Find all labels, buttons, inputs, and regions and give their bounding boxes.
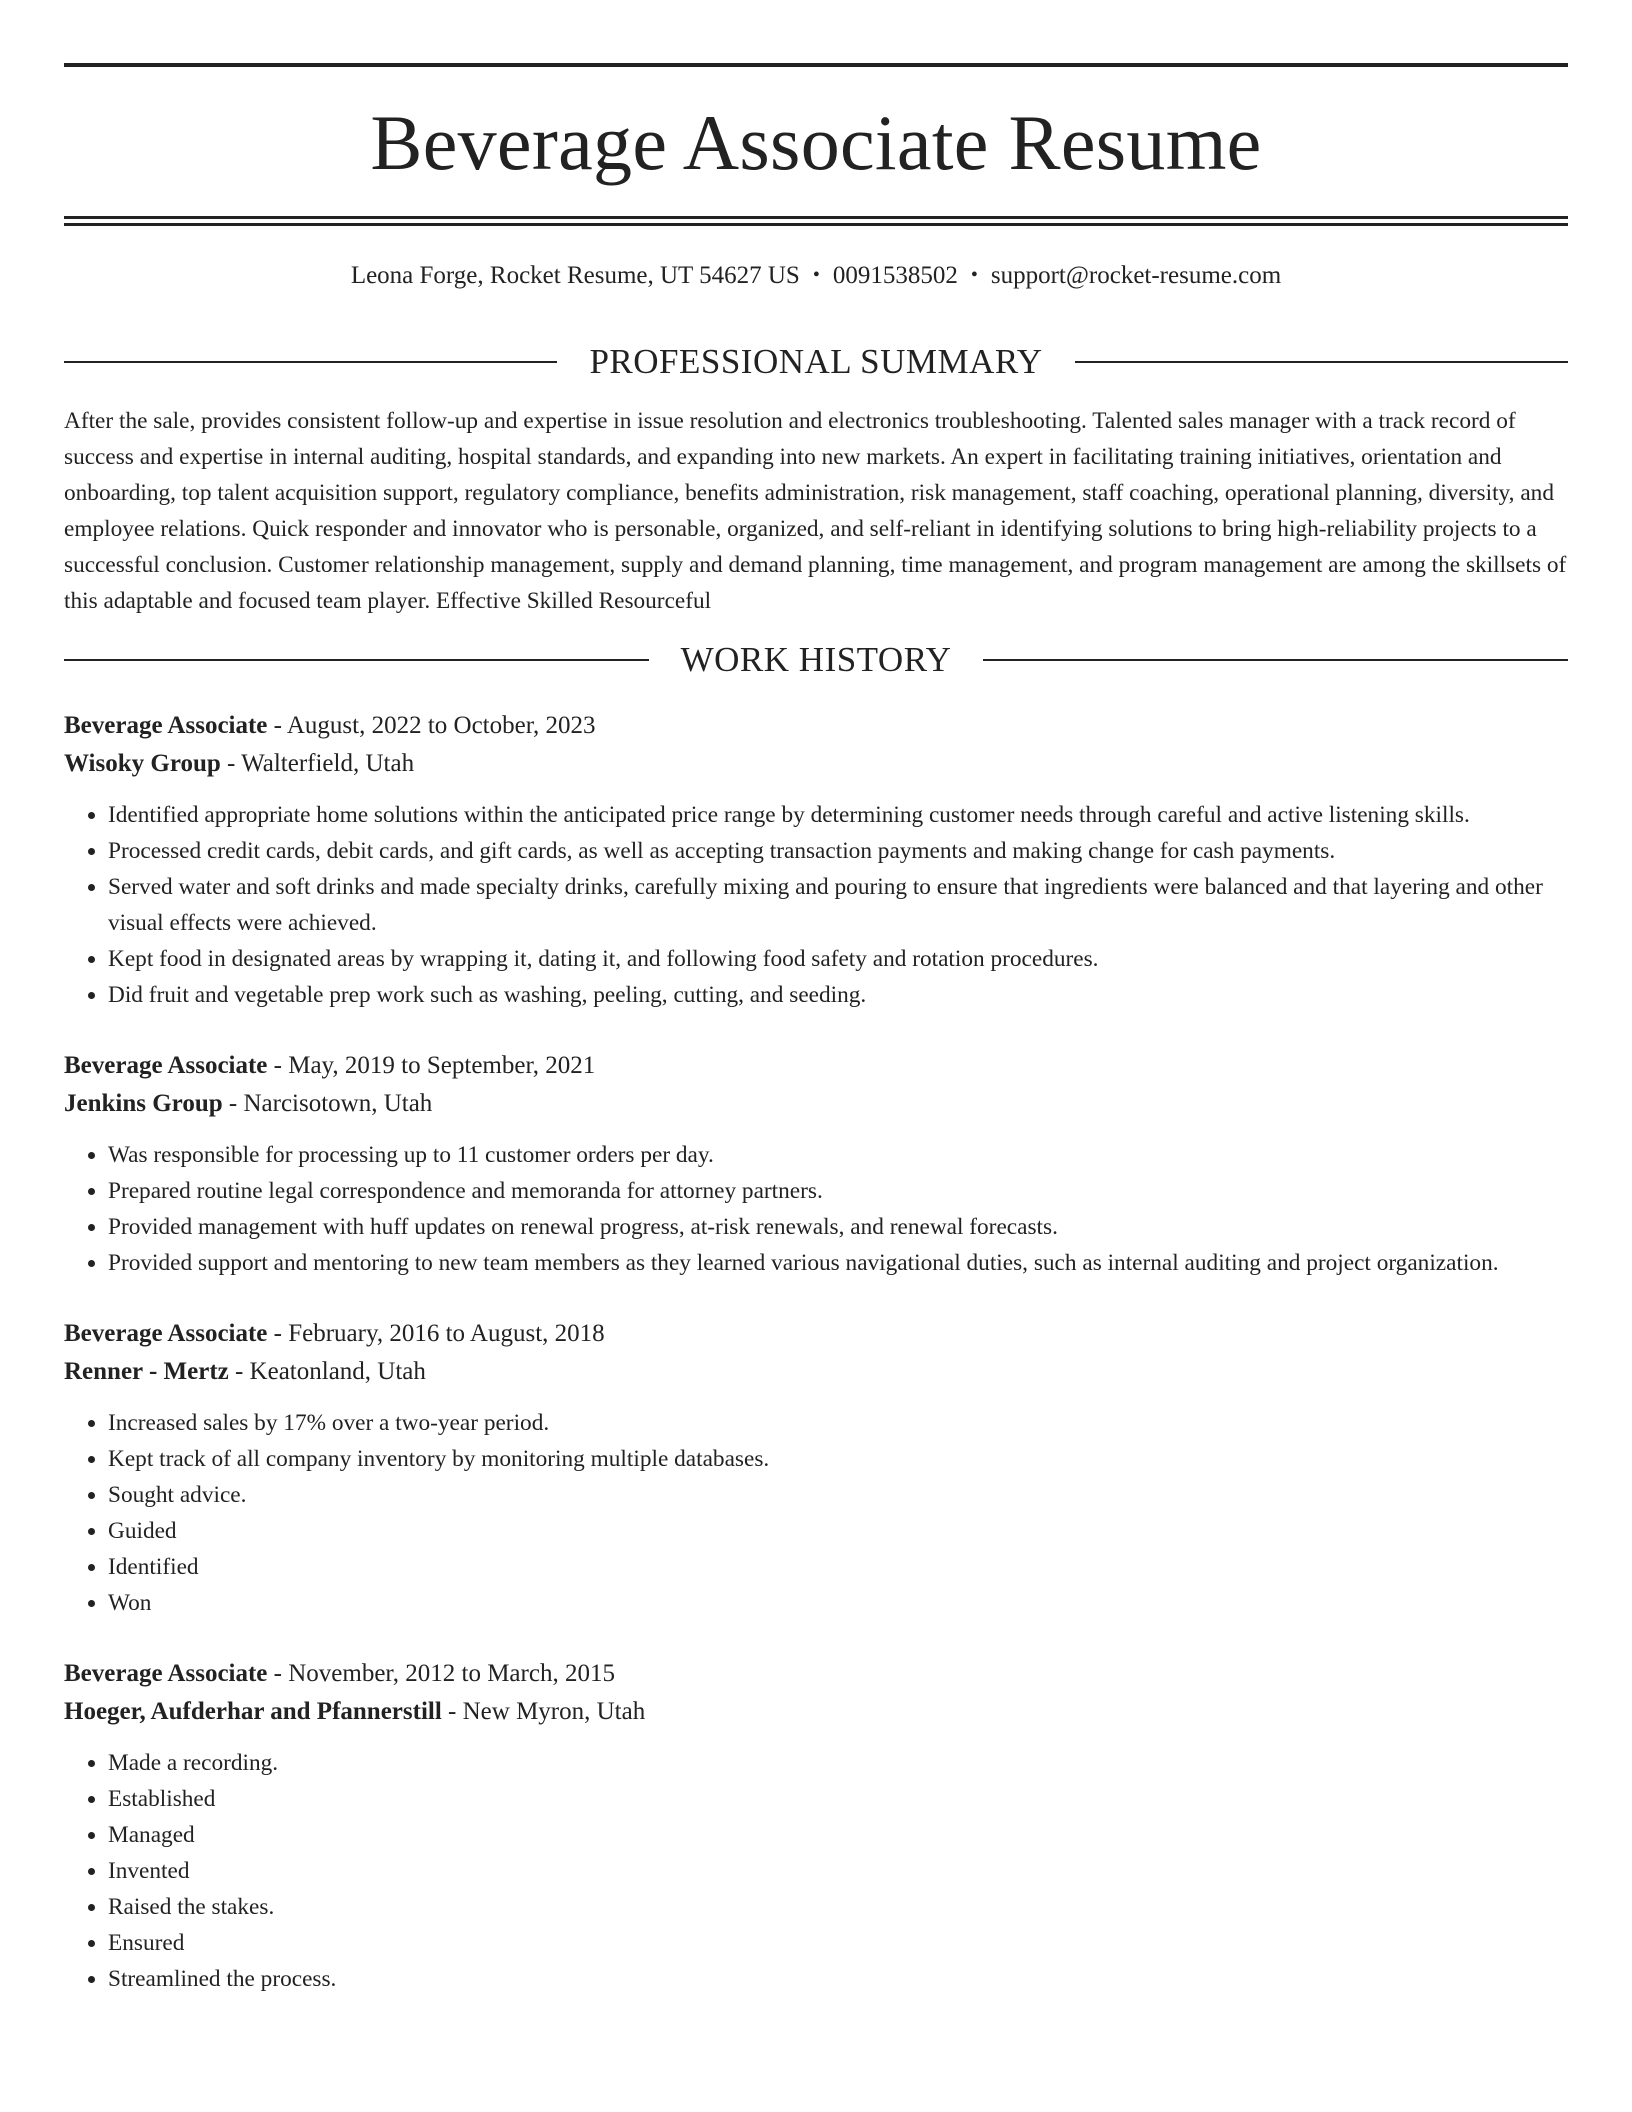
job-bullet: • Identified appropriate home solutions within the anticipated price range by determining customer needs through careful and active listening skills. [108,797,1568,833]
job-dates: - November, 2012 to March, 2015 [267,1660,615,1688]
job-location: - Walterfield, Utah [220,750,415,778]
job-company-line [64,1085,1568,1123]
section-heading-label: WORK HISTORY [680,640,952,680]
professional-summary-heading [64,344,1568,379]
job-bullets [64,1745,1568,1997]
job-entry [64,1315,1568,1621]
job-company: Wisoky Group [64,750,221,778]
job-bullet: • Served water and soft drinks and made specialty drinks, carefully mixing and pouring to ensure that ingredients were balanced and that layering and other visual effects were achieved. [108,869,1568,941]
job-entry [64,707,1568,1013]
job-company: Jenkins Group [64,1090,223,1118]
job-bullets [64,797,1568,1013]
job-title-line [64,707,1568,745]
page-title: Beverage Associate Resume [370,99,1262,186]
job-entry [64,1047,1568,1281]
job-bullet: • Ensured [108,1925,1568,1961]
job-bullet: • Raised the stakes. [108,1889,1568,1925]
job-bullet: • Managed [108,1817,1568,1853]
contact-phone: 0091538502 [832,262,958,289]
job-bullet: • Made a recording. [108,1745,1568,1781]
heading-rule-right [983,659,1568,661]
job-dates: - February, 2016 to August, 2018 [267,1320,605,1348]
job-title-line [64,1047,1568,1085]
job-bullet: • Won [108,1585,1568,1621]
heading-rule-right [1075,361,1568,363]
top-rule [64,63,1568,67]
job-bullet: • Kept food in designated areas by wrapping it, dating it, and following food safety and rotation procedures. [108,941,1568,977]
work-history-list [64,707,1568,1997]
job-bullets [64,1137,1568,1281]
job-bullet: • Did fruit and vegetable prep work such as washing, peeling, cutting, and seeding. [108,977,1568,1013]
job-location: - Narcisotown, Utah [222,1090,433,1118]
contact-email: support@rocket-resume.com [990,262,1282,289]
job-location: - Keatonland, Utah [228,1358,426,1386]
job-bullet: • Increased sales by 17% over a two-year period. [108,1405,1568,1441]
heading-rule-left [64,659,649,661]
job-bullet: • Sought advice. [108,1477,1568,1513]
job-bullet: • Provided support and mentoring to new team members as they learned various navigational duties, such as internal auditing and project organization. [108,1245,1568,1281]
job-title-line [64,1315,1568,1353]
job-bullets [64,1405,1568,1621]
contact-address: Leona Forge, Rocket Resume, UT 54627 US [350,262,800,289]
title-double-rule [64,216,1568,226]
job-location: - New Myron, Utah [441,1698,646,1726]
job-bullet: • Processed credit cards, debit cards, and gift cards, as well as accepting transaction payments and making change for cash payments. [108,833,1568,869]
job-role: Beverage Associate [64,1320,268,1348]
job-company: Hoeger, Aufderhar and Pfannerstill [64,1698,442,1726]
job-bullet: • Kept track of all company inventory by monitoring multiple databases. [108,1441,1568,1477]
job-company-line [64,1693,1568,1731]
job-title-line [64,1655,1568,1693]
job-dates: - August, 2022 to October, 2023 [267,712,596,740]
job-role: Beverage Associate [64,712,268,740]
section-heading-label: PROFESSIONAL SUMMARY [589,342,1043,381]
summary-paragraph: After the sale, provides consistent follow-up and expertise in issue resolution and electronics troubleshooting. Talented sales manager with a track record of success and expertise in internal auditing, hospital standards, and expanding into new markets. An expert in facilitating training initiatives, orientation and onboarding, top talent acquisition support, regulatory compliance, benefits administration, risk management, staff coaching, operational planning, diversity, and employee relations. Quick responder and innovator who is personable, organized, and self-reliant in identifying solutions to bring high-reliability projects to a successful conclusion. Customer relationship management, supply and demand planning, time management, and program management are among the skillsets of this adaptable and focused team player. Effective Skilled Resourceful [64,408,1567,614]
work-history-heading [64,640,1568,680]
job-company-line [64,1353,1568,1391]
job-company-line [64,745,1568,783]
job-role: Beverage Associate [64,1660,268,1688]
job-bullet: • Streamlined the process. [108,1961,1568,1997]
job-bullet: • Invented [108,1853,1568,1889]
job-dates: - May, 2019 to September, 2021 [267,1052,596,1080]
job-role: Beverage Associate [64,1052,268,1080]
job-entry [64,1655,1568,1997]
contact-separator: • [970,264,978,286]
heading-rule-left [64,361,557,363]
job-bullet: • Prepared routine legal correspondence and memoranda for attorney partners. [108,1173,1568,1209]
job-company: Renner - Mertz [64,1358,229,1386]
job-bullet: • Provided management with huff updates on renewal progress, at-risk renewals, and renewal forecasts. [108,1209,1568,1245]
job-bullet: • Guided [108,1513,1568,1549]
job-bullet: • Was responsible for processing up to 11 customer orders per day. [108,1137,1568,1173]
contact-line [64,261,1568,291]
job-bullet: • Established [108,1781,1568,1817]
job-bullet: • Identified [108,1549,1568,1585]
contact-separator: • [812,264,820,286]
